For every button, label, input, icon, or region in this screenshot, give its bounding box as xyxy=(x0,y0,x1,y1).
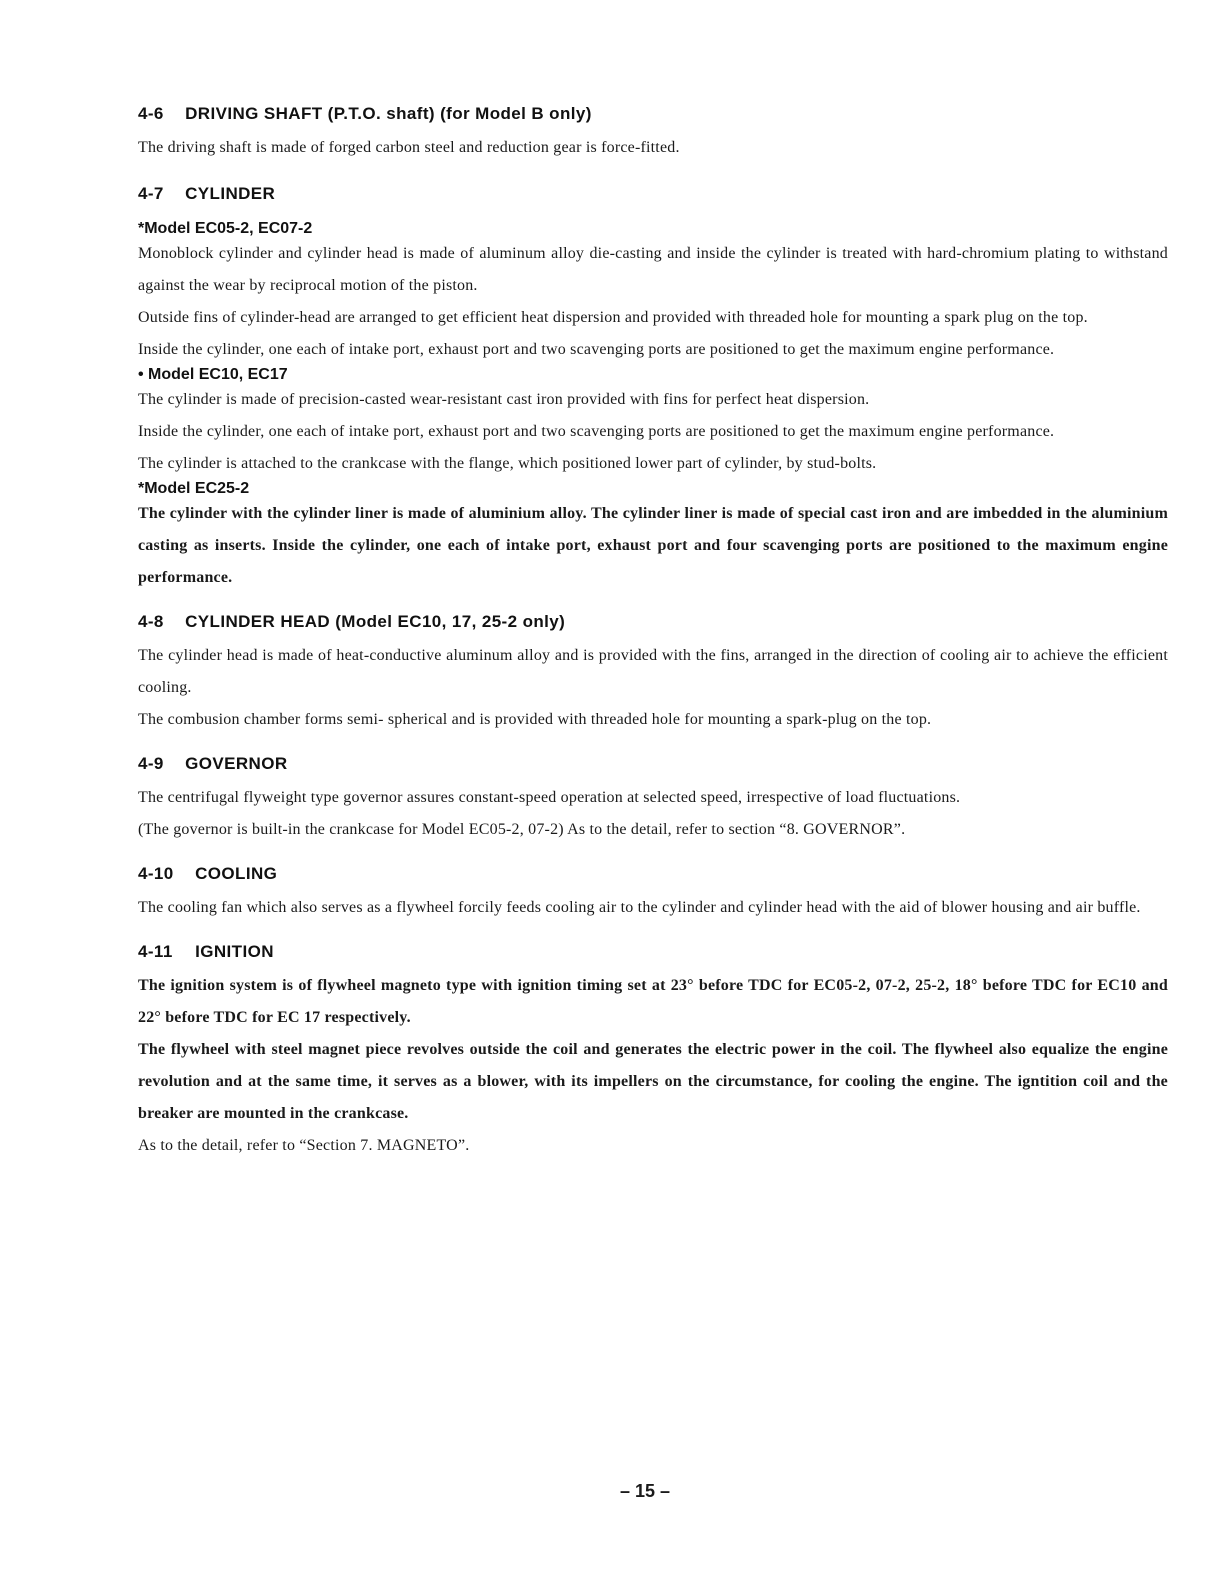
section-title: COOLING xyxy=(195,864,278,883)
section-number: 4-10 xyxy=(138,864,174,883)
section-number: 4-7 xyxy=(138,184,164,203)
section-title: DRIVING SHAFT (P.T.O. shaft) (for Model B only) xyxy=(185,104,592,123)
paragraph: The driving shaft is made of forged carbon steel and reduction gear is force-fitted. xyxy=(138,139,680,156)
section-title: GOVERNOR xyxy=(185,754,288,773)
section-number: 4-6 xyxy=(138,104,164,123)
section-number: 4-11 xyxy=(138,942,173,961)
paragraph: The centrifugal flyweight type governor assures constant-speed operation at selected speed, irrespective of load fluctuations. xyxy=(138,789,961,806)
paragraph: The cooling fan which also serves as a flywheel forcily feeds cooling air to the cylinder and cylinder head with the aid of blower housing and air buffle. xyxy=(138,899,1141,916)
paragraph: As to the detail, refer to “Section 7. MAGNETO”. xyxy=(138,1137,470,1154)
section-title: CYLINDER HEAD (Model EC10, 17, 25-2 only) xyxy=(185,612,566,631)
paragraph: The cylinder is made of precision-casted wear-resistant cast iron provided with fins for perfect heat dispersion. xyxy=(138,391,870,408)
page-number: – 15 – xyxy=(619,1481,671,1501)
paragraph: (The governor is built-in the crankcase for Model EC05-2, 07-2) As to the detail, refer to section “8. GOVERNOR”. xyxy=(138,821,906,838)
paragraph: Inside the cylinder, one each of intake port, exhaust port and two scavenging ports are positioned to get the maximum engine performance. xyxy=(138,423,1055,440)
section-title: IGNITION xyxy=(195,942,274,961)
subheading-model-ec25: *Model EC25-2 xyxy=(138,480,250,497)
paragraph: The cylinder is attached to the crankcase with the flange, which positioned lower part of cylinder, by stud-bolts. xyxy=(138,455,877,472)
section-heading-4-7 xyxy=(138,184,1168,204)
section-number: 4-9 xyxy=(138,754,164,773)
paragraph: The cylinder with the cylinder liner is made of aluminium alloy. The cylinder liner is made of special cast iron and are imbedded in the aluminium casting as inserts. Inside the cylinder, one each of intake port, exhaust port and four scavenging ports are positioned to the maximum engine performance. xyxy=(138,505,1168,586)
subheading-model-ec10-ec17: • Model EC10, EC17 xyxy=(138,366,288,383)
paragraph: Outside fins of cylinder-head are arranged to get efficient heat dispersion and provided with threaded hole for mounting a spark plug on the top. xyxy=(138,309,1088,326)
paragraph: The combusion chamber forms semi- spherical and is provided with threaded hole for mounting a spark-plug on the top. xyxy=(138,711,932,728)
section-heading-4-6 xyxy=(138,104,1168,124)
paragraph: The flywheel with steel magnet piece revolves outside the coil and generates the electric power in the coil. The flywheel also equalize the engine revolution and at the same time, it serves as a blower, with its impellers on the circumstance, for cooling the engine. The igntition coil and the breaker are mounted in the crankcase. xyxy=(138,1041,1168,1122)
section-number: 4-8 xyxy=(138,612,164,631)
section-heading-4-11 xyxy=(138,942,1168,962)
section-heading-4-8 xyxy=(138,612,1168,632)
section-heading-4-9 xyxy=(138,754,1168,774)
paragraph: The cylinder head is made of heat-conductive aluminum alloy and is provided with the fins, arranged in the direction of cooling air to achieve the efficient cooling. xyxy=(138,647,1168,696)
section-heading-4-10 xyxy=(138,864,1168,884)
subheading-model-ec05-ec07: *Model EC05-2, EC07-2 xyxy=(138,220,313,237)
paragraph: Monoblock cylinder and cylinder head is made of aluminum alloy die-casting and inside the cylinder is treated with hard-chromium plating to withstand against the wear by reciprocal motion of the piston. xyxy=(138,245,1168,294)
section-title: CYLINDER xyxy=(185,184,276,203)
paragraph: The ignition system is of flywheel magneto type with ignition timing set at 23° before TDC for EC05-2, 07-2, 25-2, 18° before TDC for EC10 and 22° before TDC for EC 17 respectively. xyxy=(138,977,1168,1026)
paragraph: Inside the cylinder, one each of intake port, exhaust port and two scavenging ports are positioned to get the maximum engine performance. xyxy=(138,341,1055,358)
page-content xyxy=(138,104,1168,1162)
